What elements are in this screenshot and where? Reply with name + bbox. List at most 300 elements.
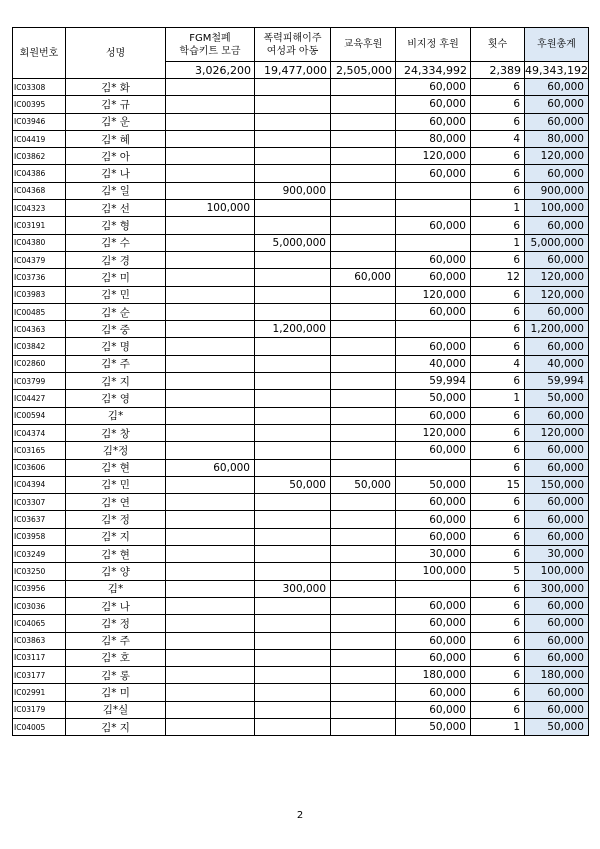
education-cell bbox=[331, 459, 396, 476]
total-cell: 60,000 bbox=[525, 528, 589, 545]
table-row bbox=[13, 563, 589, 580]
violence-cell bbox=[255, 113, 331, 130]
name-cell: 김* 양 bbox=[66, 563, 166, 580]
summary-regular: 24,334,992 bbox=[396, 62, 471, 79]
education-cell bbox=[331, 200, 396, 217]
table-row bbox=[13, 667, 589, 684]
fgm-cell bbox=[166, 373, 255, 390]
education-cell bbox=[331, 251, 396, 268]
education-cell bbox=[331, 390, 396, 407]
table-row bbox=[13, 182, 589, 199]
fgm-cell bbox=[166, 684, 255, 701]
count-cell: 6 bbox=[471, 580, 525, 597]
count-cell: 6 bbox=[471, 338, 525, 355]
regular-cell: 80,000 bbox=[396, 130, 471, 147]
name-cell: 김*실 bbox=[66, 701, 166, 718]
regular-cell bbox=[396, 321, 471, 338]
page-number: 2 bbox=[296, 810, 304, 821]
total-cell: 60,000 bbox=[525, 511, 589, 528]
name-cell: 김* 선 bbox=[66, 200, 166, 217]
fgm-cell bbox=[166, 615, 255, 632]
member-id-cell: IC04065 bbox=[13, 615, 66, 632]
violence-cell bbox=[255, 632, 331, 649]
name-cell: 김* 민 bbox=[66, 286, 166, 303]
fgm-cell bbox=[166, 528, 255, 545]
violence-cell bbox=[255, 667, 331, 684]
count-cell: 4 bbox=[471, 130, 525, 147]
regular-cell: 60,000 bbox=[396, 528, 471, 545]
education-cell bbox=[331, 217, 396, 234]
name-cell: 김* 운 bbox=[66, 113, 166, 130]
count-cell: 6 bbox=[471, 442, 525, 459]
member-id-cell: IC03249 bbox=[13, 546, 66, 563]
education-cell bbox=[331, 580, 396, 597]
education-cell bbox=[331, 615, 396, 632]
violence-cell bbox=[255, 200, 331, 217]
violence-cell bbox=[255, 286, 331, 303]
name-cell: 김* 현 bbox=[66, 459, 166, 476]
violence-cell bbox=[255, 165, 331, 182]
name-cell: 김* 정 bbox=[66, 511, 166, 528]
total-cell: 60,000 bbox=[525, 615, 589, 632]
fgm-cell: 100,000 bbox=[166, 200, 255, 217]
name-cell: 김* 정 bbox=[66, 615, 166, 632]
regular-cell: 60,000 bbox=[396, 442, 471, 459]
member-id-cell: IC04394 bbox=[13, 476, 66, 493]
education-cell bbox=[331, 701, 396, 718]
fgm-cell bbox=[166, 701, 255, 718]
table-row bbox=[13, 528, 589, 545]
fgm-cell bbox=[166, 165, 255, 182]
name-cell: 김* 지 bbox=[66, 528, 166, 545]
regular-cell: 60,000 bbox=[396, 251, 471, 268]
violence-cell bbox=[255, 96, 331, 113]
name-cell: 김* 현 bbox=[66, 546, 166, 563]
education-cell bbox=[331, 442, 396, 459]
table-row bbox=[13, 269, 589, 286]
fgm-cell bbox=[166, 546, 255, 563]
regular-cell: 60,000 bbox=[396, 165, 471, 182]
regular-cell: 60,000 bbox=[396, 407, 471, 424]
member-id-cell: IC04374 bbox=[13, 424, 66, 441]
fgm-cell bbox=[166, 269, 255, 286]
education-cell bbox=[331, 130, 396, 147]
regular-cell bbox=[396, 200, 471, 217]
header-violence: 폭력피해이주 여성과 아동 bbox=[255, 28, 331, 62]
fgm-cell bbox=[166, 79, 255, 96]
total-cell: 100,000 bbox=[525, 563, 589, 580]
violence-cell bbox=[255, 718, 331, 735]
table-row bbox=[13, 718, 589, 735]
total-cell: 50,000 bbox=[525, 718, 589, 735]
count-cell: 6 bbox=[471, 113, 525, 130]
table-row bbox=[13, 597, 589, 614]
fgm-cell bbox=[166, 251, 255, 268]
fgm-cell bbox=[166, 649, 255, 666]
violence-cell bbox=[255, 684, 331, 701]
fgm-cell bbox=[166, 286, 255, 303]
name-cell: 김* 연 bbox=[66, 494, 166, 511]
regular-cell: 50,000 bbox=[396, 390, 471, 407]
member-id-cell: IC04379 bbox=[13, 251, 66, 268]
regular-cell: 60,000 bbox=[396, 701, 471, 718]
count-cell: 5 bbox=[471, 563, 525, 580]
total-cell: 60,000 bbox=[525, 407, 589, 424]
violence-cell: 1,200,000 bbox=[255, 321, 331, 338]
education-cell: 50,000 bbox=[331, 476, 396, 493]
table-row bbox=[13, 459, 589, 476]
member-id-cell: IC03946 bbox=[13, 113, 66, 130]
fgm-cell bbox=[166, 217, 255, 234]
table-row bbox=[13, 79, 589, 96]
regular-cell: 120,000 bbox=[396, 148, 471, 165]
name-cell: 김* bbox=[66, 407, 166, 424]
regular-cell: 60,000 bbox=[396, 217, 471, 234]
count-cell: 6 bbox=[471, 684, 525, 701]
count-cell: 6 bbox=[471, 321, 525, 338]
fgm-cell bbox=[166, 390, 255, 407]
education-cell bbox=[331, 424, 396, 441]
count-cell: 6 bbox=[471, 667, 525, 684]
regular-cell: 60,000 bbox=[396, 684, 471, 701]
count-cell: 6 bbox=[471, 459, 525, 476]
table-row bbox=[13, 424, 589, 441]
fgm-cell bbox=[166, 113, 255, 130]
regular-cell: 60,000 bbox=[396, 338, 471, 355]
table-row bbox=[13, 130, 589, 147]
table-row bbox=[13, 321, 589, 338]
violence-cell bbox=[255, 459, 331, 476]
regular-cell bbox=[396, 580, 471, 597]
total-cell: 120,000 bbox=[525, 148, 589, 165]
table-row bbox=[13, 373, 589, 390]
regular-cell: 60,000 bbox=[396, 632, 471, 649]
regular-cell: 60,000 bbox=[396, 597, 471, 614]
violence-cell bbox=[255, 546, 331, 563]
violence-cell bbox=[255, 424, 331, 441]
total-cell: 30,000 bbox=[525, 546, 589, 563]
member-id-cell: IC03799 bbox=[13, 373, 66, 390]
violence-cell bbox=[255, 130, 331, 147]
violence-cell bbox=[255, 269, 331, 286]
regular-cell: 50,000 bbox=[396, 476, 471, 493]
count-cell: 6 bbox=[471, 597, 525, 614]
violence-cell: 900,000 bbox=[255, 182, 331, 199]
violence-cell bbox=[255, 494, 331, 511]
regular-cell: 60,000 bbox=[396, 511, 471, 528]
education-cell bbox=[331, 718, 396, 735]
member-id-cell: IC03250 bbox=[13, 563, 66, 580]
fgm-cell bbox=[166, 718, 255, 735]
name-cell: 김* 일 bbox=[66, 182, 166, 199]
regular-cell: 100,000 bbox=[396, 563, 471, 580]
education-cell bbox=[331, 165, 396, 182]
table-row bbox=[13, 217, 589, 234]
count-cell: 6 bbox=[471, 701, 525, 718]
total-cell: 60,000 bbox=[525, 303, 589, 320]
regular-cell: 120,000 bbox=[396, 424, 471, 441]
education-cell bbox=[331, 597, 396, 614]
education-cell bbox=[331, 234, 396, 251]
education-cell bbox=[331, 338, 396, 355]
violence-cell bbox=[255, 217, 331, 234]
table-row bbox=[13, 355, 589, 372]
table-row bbox=[13, 165, 589, 182]
education-cell bbox=[331, 113, 396, 130]
fgm-cell bbox=[166, 494, 255, 511]
member-id-cell: IC04368 bbox=[13, 182, 66, 199]
name-cell: 김* 영 bbox=[66, 390, 166, 407]
name-cell: 김* 혜 bbox=[66, 130, 166, 147]
fgm-cell bbox=[166, 563, 255, 580]
name-cell: 김* 수 bbox=[66, 234, 166, 251]
total-cell: 5,000,000 bbox=[525, 234, 589, 251]
table-row bbox=[13, 701, 589, 718]
violence-cell bbox=[255, 148, 331, 165]
total-cell: 120,000 bbox=[525, 286, 589, 303]
name-cell: 김* 아 bbox=[66, 148, 166, 165]
regular-cell: 120,000 bbox=[396, 286, 471, 303]
count-cell: 6 bbox=[471, 546, 525, 563]
total-cell: 60,000 bbox=[525, 494, 589, 511]
violence-cell bbox=[255, 390, 331, 407]
member-id-cell: IC00594 bbox=[13, 407, 66, 424]
total-cell: 900,000 bbox=[525, 182, 589, 199]
total-cell: 60,000 bbox=[525, 165, 589, 182]
violence-cell bbox=[255, 338, 331, 355]
name-cell: 김* 형 bbox=[66, 217, 166, 234]
total-cell: 60,000 bbox=[525, 632, 589, 649]
table-row bbox=[13, 407, 589, 424]
name-cell: 김* 롱 bbox=[66, 667, 166, 684]
fgm-cell bbox=[166, 338, 255, 355]
violence-cell bbox=[255, 563, 331, 580]
fgm-cell bbox=[166, 632, 255, 649]
violence-cell: 50,000 bbox=[255, 476, 331, 493]
member-id-cell: IC04419 bbox=[13, 130, 66, 147]
education-cell bbox=[331, 563, 396, 580]
member-id-cell: IC04380 bbox=[13, 234, 66, 251]
education-cell bbox=[331, 632, 396, 649]
name-cell: 김* 지 bbox=[66, 373, 166, 390]
violence-cell bbox=[255, 303, 331, 320]
violence-cell bbox=[255, 649, 331, 666]
violence-cell bbox=[255, 373, 331, 390]
education-cell bbox=[331, 96, 396, 113]
table-row bbox=[13, 113, 589, 130]
count-cell: 1 bbox=[471, 718, 525, 735]
count-cell: 15 bbox=[471, 476, 525, 493]
name-cell: 김* 미 bbox=[66, 269, 166, 286]
header-fgm: FGM철폐 학습키트 모금 bbox=[166, 28, 255, 62]
count-cell: 6 bbox=[471, 632, 525, 649]
violence-cell bbox=[255, 597, 331, 614]
count-cell: 1 bbox=[471, 200, 525, 217]
name-cell: 김*정 bbox=[66, 442, 166, 459]
violence-cell bbox=[255, 79, 331, 96]
violence-cell bbox=[255, 407, 331, 424]
education-cell bbox=[331, 303, 396, 320]
member-id-cell: IC04323 bbox=[13, 200, 66, 217]
name-cell: 김* bbox=[66, 580, 166, 597]
fgm-cell bbox=[166, 476, 255, 493]
regular-cell: 60,000 bbox=[396, 303, 471, 320]
count-cell: 6 bbox=[471, 182, 525, 199]
count-cell: 1 bbox=[471, 234, 525, 251]
table-row bbox=[13, 632, 589, 649]
violence-cell: 300,000 bbox=[255, 580, 331, 597]
regular-cell bbox=[396, 459, 471, 476]
fgm-cell: 60,000 bbox=[166, 459, 255, 476]
member-id-cell: IC04427 bbox=[13, 390, 66, 407]
total-cell: 60,000 bbox=[525, 79, 589, 96]
fgm-cell bbox=[166, 407, 255, 424]
table-row bbox=[13, 148, 589, 165]
regular-cell: 60,000 bbox=[396, 79, 471, 96]
name-cell: 김* 화 bbox=[66, 79, 166, 96]
regular-cell: 60,000 bbox=[396, 649, 471, 666]
education-cell bbox=[331, 373, 396, 390]
table-row bbox=[13, 251, 589, 268]
count-cell: 6 bbox=[471, 148, 525, 165]
name-cell: 김* 민 bbox=[66, 476, 166, 493]
total-cell: 120,000 bbox=[525, 424, 589, 441]
count-cell: 4 bbox=[471, 355, 525, 372]
total-cell: 120,000 bbox=[525, 269, 589, 286]
regular-cell: 59,994 bbox=[396, 373, 471, 390]
member-id-cell: IC03983 bbox=[13, 286, 66, 303]
member-id-cell: IC02860 bbox=[13, 355, 66, 372]
header-regular: 비지정 후원 bbox=[396, 28, 471, 62]
total-cell: 180,000 bbox=[525, 667, 589, 684]
education-cell bbox=[331, 79, 396, 96]
member-id-cell: IC03958 bbox=[13, 528, 66, 545]
name-cell: 김* 규 bbox=[66, 96, 166, 113]
count-cell: 6 bbox=[471, 407, 525, 424]
regular-cell: 60,000 bbox=[396, 615, 471, 632]
violence-cell bbox=[255, 701, 331, 718]
table-row bbox=[13, 684, 589, 701]
header-education: 교육후원 bbox=[331, 28, 396, 62]
member-id-cell: IC02991 bbox=[13, 684, 66, 701]
fgm-cell bbox=[166, 667, 255, 684]
violence-cell: 5,000,000 bbox=[255, 234, 331, 251]
table-header bbox=[13, 28, 589, 79]
member-id-cell: IC04363 bbox=[13, 321, 66, 338]
summary-violence: 19,477,000 bbox=[255, 62, 331, 79]
count-cell: 1 bbox=[471, 390, 525, 407]
education-cell bbox=[331, 546, 396, 563]
total-cell: 60,000 bbox=[525, 701, 589, 718]
education-cell bbox=[331, 286, 396, 303]
fgm-cell bbox=[166, 580, 255, 597]
fgm-cell bbox=[166, 321, 255, 338]
fgm-cell bbox=[166, 182, 255, 199]
member-id-cell: IC03165 bbox=[13, 442, 66, 459]
table-body bbox=[13, 79, 589, 736]
count-cell: 6 bbox=[471, 96, 525, 113]
name-cell: 김* 호 bbox=[66, 649, 166, 666]
member-id-cell: IC03307 bbox=[13, 494, 66, 511]
total-cell: 100,000 bbox=[525, 200, 589, 217]
member-id-cell: IC03606 bbox=[13, 459, 66, 476]
education-cell bbox=[331, 407, 396, 424]
summary-count: 2,389 bbox=[471, 62, 525, 79]
violence-cell bbox=[255, 442, 331, 459]
education-cell bbox=[331, 511, 396, 528]
table-row bbox=[13, 476, 589, 493]
total-cell: 1,200,000 bbox=[525, 321, 589, 338]
violence-cell bbox=[255, 528, 331, 545]
member-id-cell: IC03736 bbox=[13, 269, 66, 286]
education-cell bbox=[331, 528, 396, 545]
summary-total: 49,343,192 bbox=[525, 63, 588, 77]
name-cell: 김* 명 bbox=[66, 338, 166, 355]
education-cell bbox=[331, 355, 396, 372]
regular-cell bbox=[396, 234, 471, 251]
table-row bbox=[13, 286, 589, 303]
count-cell: 6 bbox=[471, 251, 525, 268]
count-cell: 6 bbox=[471, 286, 525, 303]
member-id-cell: IC04005 bbox=[13, 718, 66, 735]
violence-cell bbox=[255, 615, 331, 632]
member-id-cell: IC03191 bbox=[13, 217, 66, 234]
total-cell: 50,000 bbox=[525, 390, 589, 407]
member-id-cell: IC03956 bbox=[13, 580, 66, 597]
regular-cell bbox=[396, 182, 471, 199]
table-row bbox=[13, 234, 589, 251]
header-count: 횟수 bbox=[471, 28, 525, 62]
count-cell: 6 bbox=[471, 373, 525, 390]
regular-cell: 60,000 bbox=[396, 269, 471, 286]
regular-cell: 50,000 bbox=[396, 718, 471, 735]
total-cell: 60,000 bbox=[525, 597, 589, 614]
count-cell: 6 bbox=[471, 217, 525, 234]
education-cell bbox=[331, 684, 396, 701]
fgm-cell bbox=[166, 234, 255, 251]
count-cell: 6 bbox=[471, 649, 525, 666]
table-row bbox=[13, 649, 589, 666]
name-cell: 김* 지 bbox=[66, 718, 166, 735]
name-cell: 김* 주 bbox=[66, 632, 166, 649]
fgm-cell bbox=[166, 130, 255, 147]
total-cell: 300,000 bbox=[525, 580, 589, 597]
fgm-cell bbox=[166, 424, 255, 441]
total-cell: 60,000 bbox=[525, 459, 589, 476]
fgm-cell bbox=[166, 303, 255, 320]
total-cell: 60,000 bbox=[525, 649, 589, 666]
education-cell bbox=[331, 148, 396, 165]
table-row bbox=[13, 96, 589, 113]
total-cell: 60,000 bbox=[525, 113, 589, 130]
member-id-cell: IC03862 bbox=[13, 148, 66, 165]
total-cell: 60,000 bbox=[525, 217, 589, 234]
total-cell: 80,000 bbox=[525, 130, 589, 147]
count-cell: 6 bbox=[471, 79, 525, 96]
count-cell: 6 bbox=[471, 511, 525, 528]
count-cell: 6 bbox=[471, 165, 525, 182]
header-total: 후원총계 bbox=[525, 28, 589, 62]
table-row bbox=[13, 390, 589, 407]
total-cell: 60,000 bbox=[525, 442, 589, 459]
education-cell bbox=[331, 494, 396, 511]
count-cell: 6 bbox=[471, 615, 525, 632]
table-row bbox=[13, 442, 589, 459]
violence-cell bbox=[255, 251, 331, 268]
count-cell: 6 bbox=[471, 494, 525, 511]
table-row bbox=[13, 303, 589, 320]
count-cell: 6 bbox=[471, 303, 525, 320]
